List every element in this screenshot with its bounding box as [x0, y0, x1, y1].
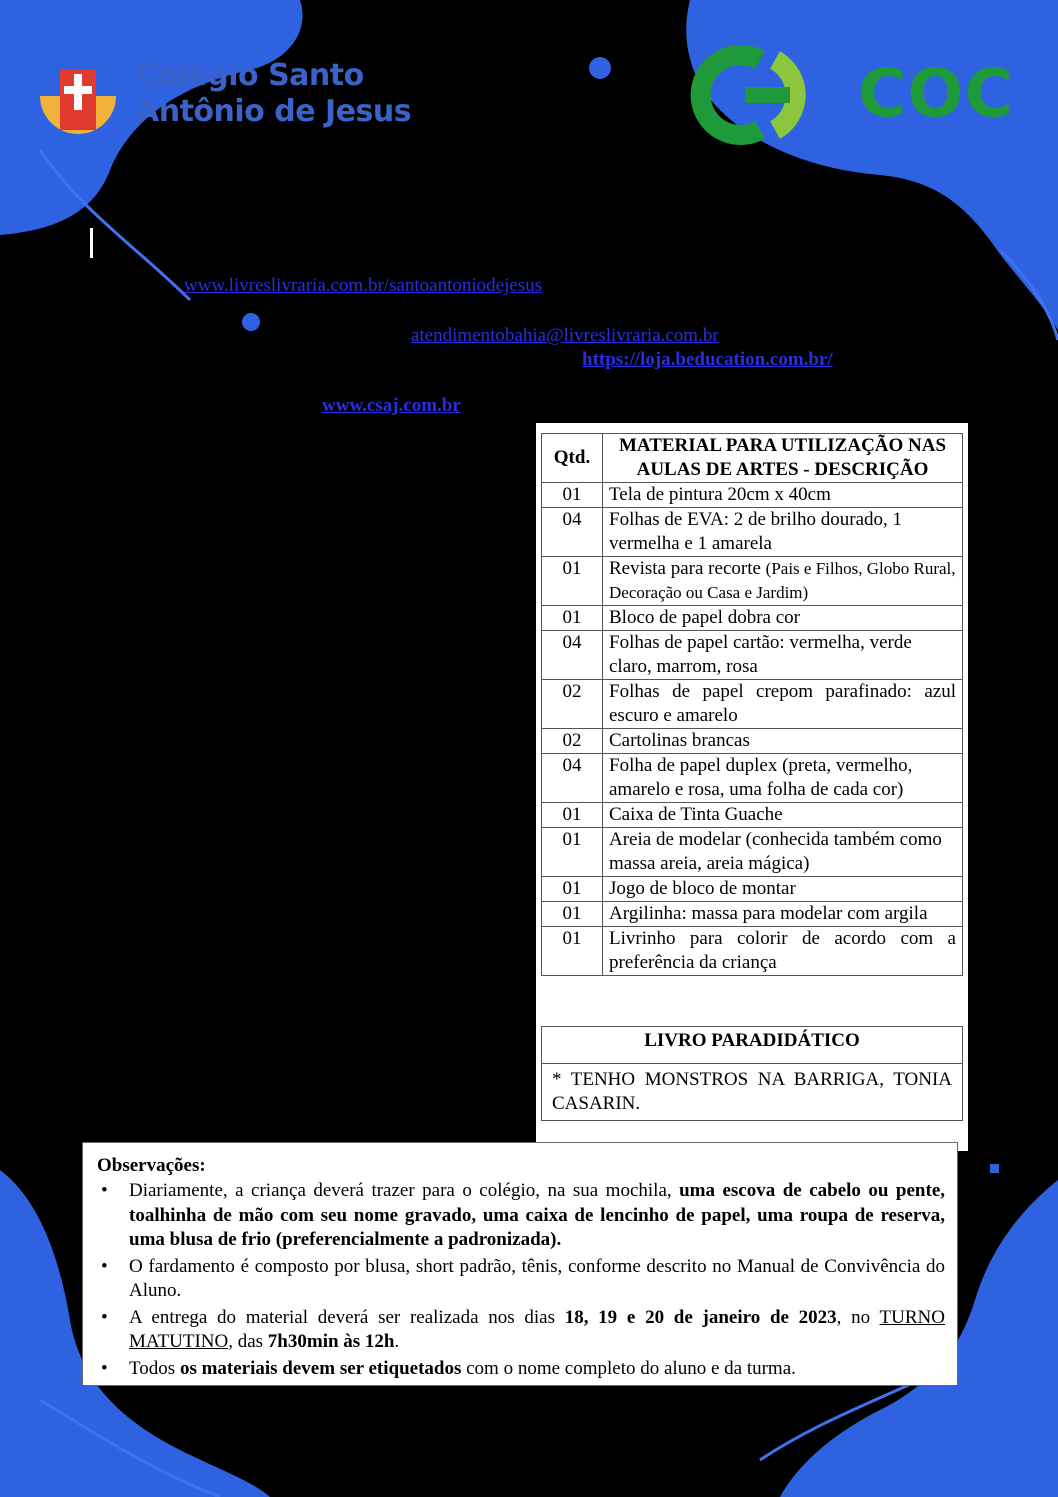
- table-row: [542, 680, 963, 729]
- obs-bold-text: os materiais devem ser etiquetados: [179, 1357, 462, 1379]
- desc-cell: Folhas de papel crepom parafinado: azul escuro e amarelo: [603, 680, 963, 729]
- email-link[interactable]: atendimentobahia@livreslivraria.com.br: [411, 325, 719, 346]
- qty-cell: 01: [542, 828, 603, 877]
- desc-cell: Livrinho para colorir de acordo com a preferência da criança: [603, 927, 963, 976]
- bookstore-link[interactable]: www.livreslivraria.com.br/santoantoniodejesus: [184, 275, 543, 296]
- qty-cell: 01: [542, 877, 603, 902]
- table-row: [542, 828, 963, 877]
- delivery-hours: 7h30min às 12h: [267, 1331, 395, 1352]
- desc-cell: Areia de modelar (conhecida também como massa areia, areia mágica): [603, 828, 963, 877]
- qty-cell: 04: [542, 631, 603, 680]
- materials-table: [541, 433, 963, 976]
- school-name: Colégio Santo Antônio de Jesus: [136, 58, 412, 129]
- desc-header: MATERIAL PARA UTILIZAÇÃO NAS AULAS DE ARTES - DESCRIÇÃO: [603, 434, 963, 483]
- coc-logo-text: COC: [858, 55, 1014, 132]
- table-row: [542, 803, 963, 828]
- qty-cell: 01: [542, 557, 603, 606]
- list-item: [97, 1357, 945, 1382]
- delivery-shift: TURNO MATUTINO: [129, 1306, 945, 1352]
- table-row: [542, 508, 963, 557]
- qty-cell: 01: [542, 803, 603, 828]
- qty-cell: 01: [542, 927, 603, 976]
- beducation-link[interactable]: https://loja.beducation.com.br/: [582, 349, 833, 370]
- obs-text: com o nome completo do aluno e da turma.: [461, 1357, 796, 1379]
- table-row: [542, 483, 963, 508]
- obs-text: A entrega do material deverá ser realizada nos dias: [129, 1306, 565, 1328]
- obs-text: , no: [836, 1306, 880, 1328]
- desc-text: Revista para recorte: [609, 558, 761, 579]
- obs-bold-text: uma escova de cabelo ou pente, toalhinha de mão com seu nome gravado, uma caixa de lencinho de papel, uma roupa de reserva, uma blusa de frio (preferencialmente a padronizada).: [129, 1180, 946, 1250]
- desc-cell: Caixa de Tinta Guache: [603, 803, 963, 828]
- table-row: [542, 729, 963, 754]
- observations-box: [82, 1142, 958, 1386]
- qty-cell: 04: [542, 508, 603, 557]
- desc-cell: Argilinha: massa para modelar com argila: [603, 902, 963, 927]
- desc-cell: [603, 557, 963, 606]
- observations-title: Observações:: [97, 1155, 206, 1176]
- obs-text: .: [394, 1331, 400, 1352]
- qty-cell: 02: [542, 729, 603, 754]
- desc-note: (Pais e Filhos, Globo Rural, Decoração ou Casa e Jardim): [609, 559, 956, 602]
- paradidatico-table: [541, 1026, 963, 1121]
- list-item: • O fardamento é composto por blusa, short padrão, tênis, conforme descrito no Manual de Convivência do Aluno.: [97, 1255, 945, 1304]
- obs-text: Todos: [129, 1357, 180, 1379]
- table-row: [542, 754, 963, 803]
- qty-cell: 04: [542, 754, 603, 803]
- paradidatico-title: LIVRO PARADIDÁTICO: [542, 1027, 963, 1064]
- desc-cell: Tela de pintura 20cm x 40cm: [603, 483, 963, 508]
- table-row: [542, 927, 963, 976]
- materials-panel: [536, 423, 968, 1151]
- observations-list: [97, 1179, 945, 1383]
- paradidatico-book: * TENHO MONSTROS NA BARRIGA, TONIA CASARIN.: [542, 1064, 963, 1121]
- table-row: [542, 631, 963, 680]
- list-item: [97, 1179, 945, 1253]
- obs-text: , das: [228, 1331, 268, 1352]
- desc-cell: Bloco de papel dobra cor: [603, 606, 963, 631]
- table-header-row: [542, 434, 963, 483]
- qty-cell: 01: [542, 902, 603, 927]
- qty-cell: 01: [542, 606, 603, 631]
- qty-header: Qtd.: [542, 434, 603, 483]
- obs-text: Diariamente, a criança deverá trazer para o colégio, na sua mochila,: [129, 1180, 680, 1201]
- table-row: [542, 557, 963, 606]
- desc-cell: Jogo de bloco de montar: [603, 877, 963, 902]
- table-row: [542, 877, 963, 902]
- desc-cell: Cartolinas brancas: [603, 729, 963, 754]
- desc-cell: Folha de papel duplex (preta, vermelho, amarelo e rosa, uma folha de cada cor): [603, 754, 963, 803]
- table-row: [542, 606, 963, 631]
- desc-cell: Folhas de papel cartão: vermelha, verde claro, marrom, rosa: [603, 631, 963, 680]
- school-site-link[interactable]: www.csaj.com.br: [322, 395, 461, 416]
- table-row: [542, 902, 963, 927]
- qty-cell: 02: [542, 680, 603, 729]
- table-row: [542, 1064, 963, 1121]
- table-row: [542, 1027, 963, 1064]
- qty-cell: 01: [542, 483, 603, 508]
- desc-cell: Folhas de EVA: 2 de brilho dourado, 1 vermelha e 1 amarela: [603, 508, 963, 557]
- delivery-dates: 18, 19 e 20 de janeiro de 2023: [564, 1306, 837, 1328]
- list-item: [97, 1306, 945, 1355]
